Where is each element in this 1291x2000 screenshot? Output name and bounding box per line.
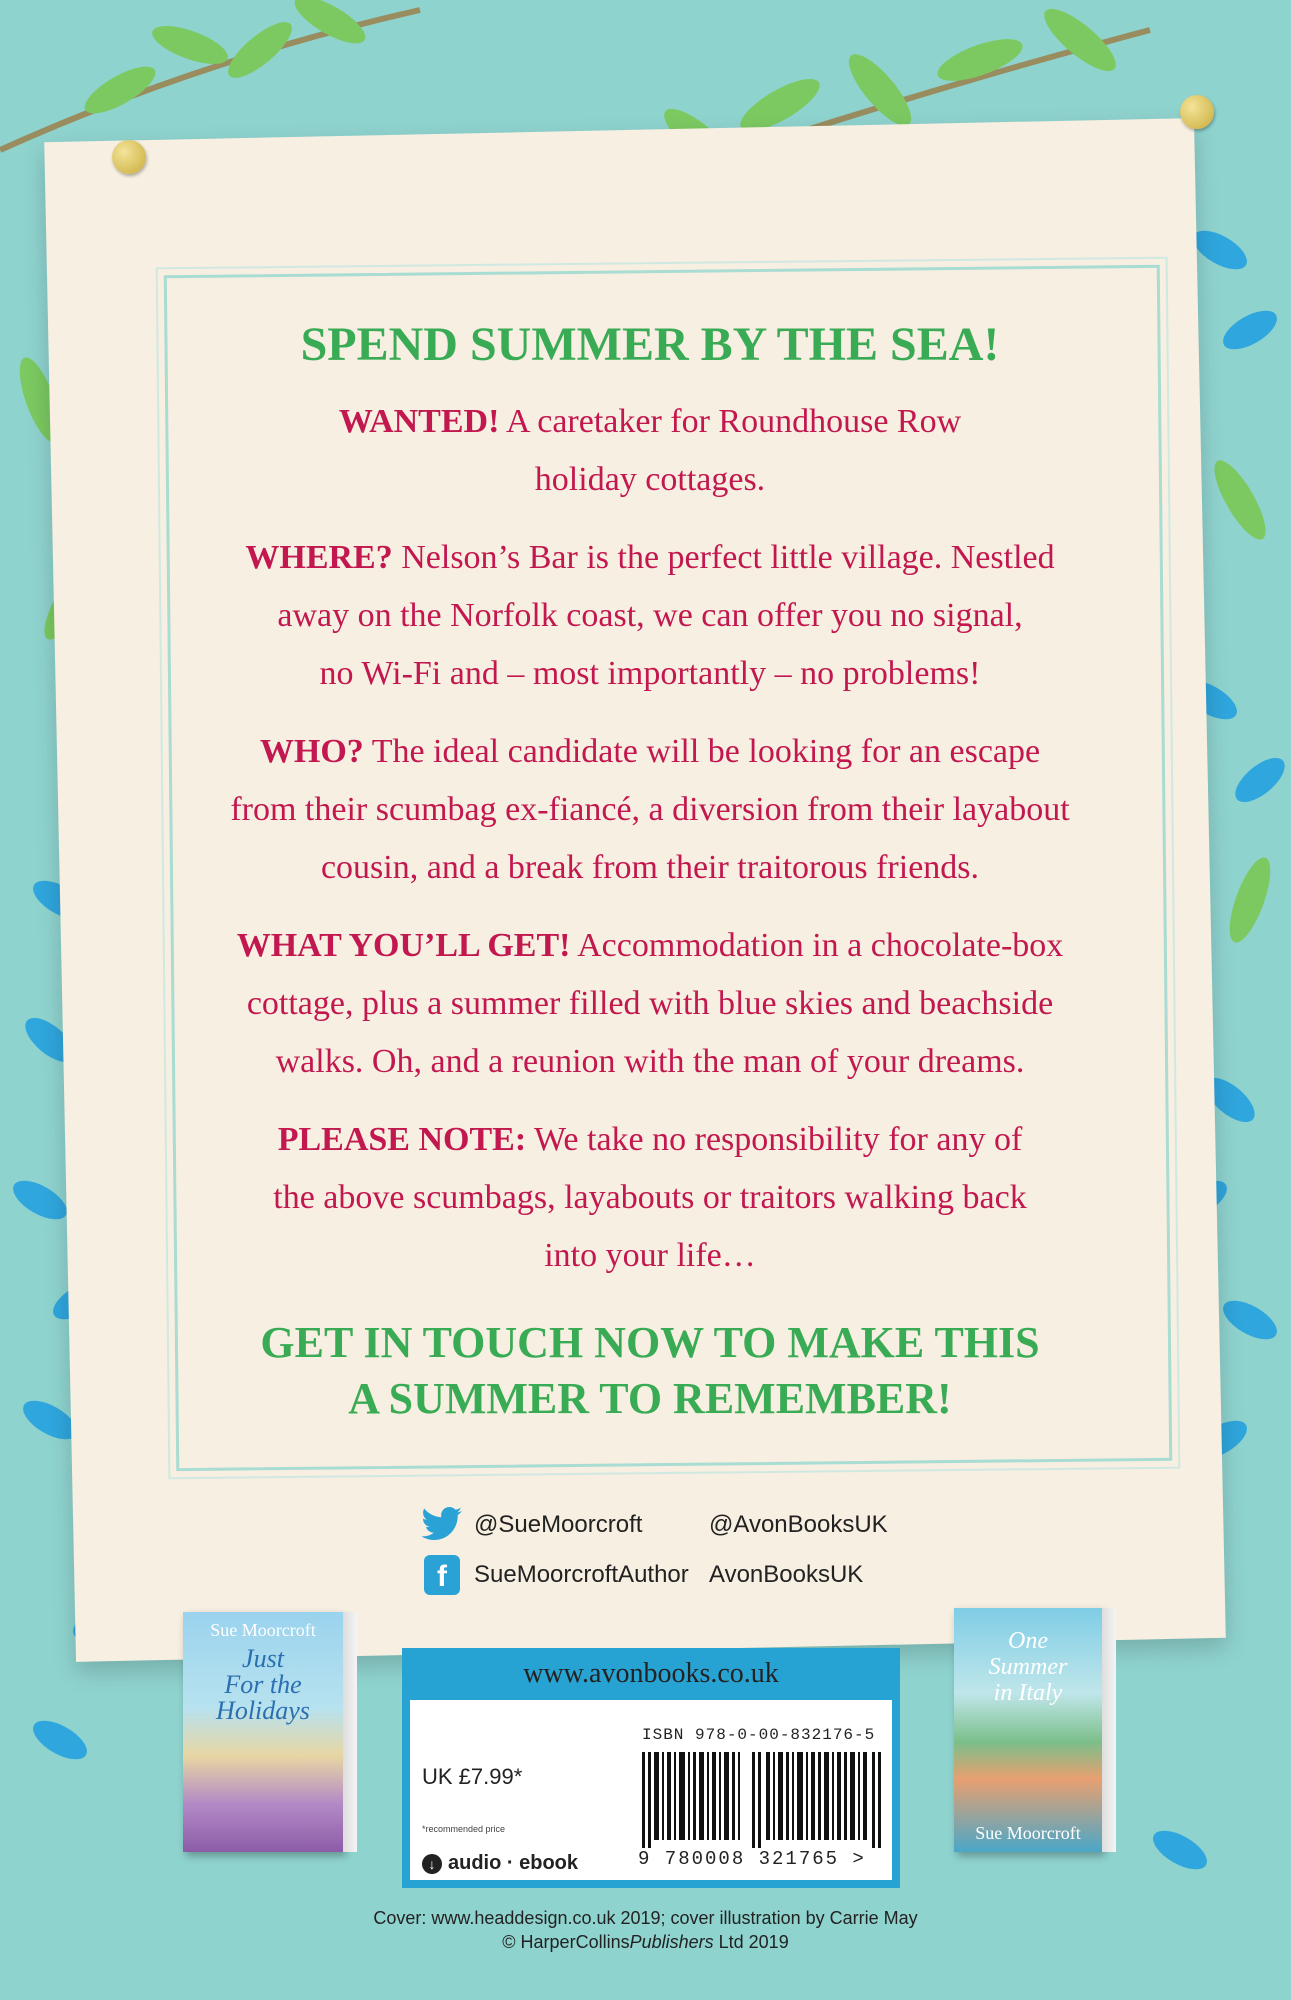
book-cover-right: One Summer in Italy Sue Moorcroft (954, 1608, 1102, 1852)
paragraph-note: PLEASE NOTE: We take no responsibility for any of the above scumbags, layabouts or traitors walking back into your life… (273, 1121, 1027, 1274)
closing-call-to-action: GET IN TOUCH NOW TO MAKE THIS A SUMMER TO REMEMBER! (260, 1318, 1040, 1423)
publisher-url[interactable]: www.avonbooks.co.uk (402, 1648, 900, 1700)
recommended-price-note: *recommended price (422, 1824, 506, 1834)
twitter-publisher-handle[interactable]: @AvonBooksUK (709, 1511, 888, 1538)
formats-available: ↓ audio · ebook (422, 1852, 578, 1875)
price: UK £7.99* (422, 1764, 523, 1789)
barcode-panel (402, 1648, 900, 1888)
pin-icon (1180, 95, 1214, 129)
headline: SPEND SUMMER BY THE SEA! (300, 318, 1000, 371)
notice-content (180, 315, 1120, 1427)
facebook-publisher-page[interactable]: AvonBooksUK (709, 1561, 864, 1588)
twitter-author-handle[interactable]: @SueMoorcroft (474, 1511, 643, 1538)
facebook-row (420, 1550, 920, 1600)
facebook-icon: f (420, 1555, 464, 1595)
download-icon: ↓ (422, 1854, 442, 1874)
paragraph-what: WHAT YOU’LL GET! Accommodation in a chocolate-box cottage, plus a summer filled with blue skies and beachside walks. Oh, and a reunion with the man of your dreams. (236, 927, 1064, 1080)
barcode-digits: 9 780008 321765 > (638, 1848, 866, 1870)
cover-credits: Cover: www.headdesign.co.uk 2019; cover illustration by Carrie May © HarperCollinsPublishers Ltd 2019 (373, 1908, 918, 1952)
barcode (642, 1752, 882, 1848)
pin-icon (112, 140, 146, 174)
twitter-row (420, 1500, 920, 1550)
book-cover-left: Sue Moorcroft Just For the Holidays (183, 1612, 343, 1852)
paragraph-wanted: WANTED! A caretaker for Roundhouse Row holiday cottages. (338, 403, 962, 498)
isbn: ISBN 978-0-00-832176-5 (642, 1726, 876, 1744)
social-links (420, 1500, 920, 1600)
twitter-bird-icon (420, 1505, 464, 1545)
facebook-author-page[interactable]: SueMoorcroftAuthor (474, 1561, 689, 1588)
paragraph-where: WHERE? Nelson’s Bar is the perfect little village. Nestled away on the Norfolk coast, we can offer you no signal, no Wi-Fi and – most importantly – no problems! (245, 539, 1055, 692)
paragraph-who: WHO? The ideal candidate will be looking for an escape from their scumbag ex-fiancé, a diversion from their layabout cousin, and a break from their traitorous friends. (230, 733, 1070, 886)
